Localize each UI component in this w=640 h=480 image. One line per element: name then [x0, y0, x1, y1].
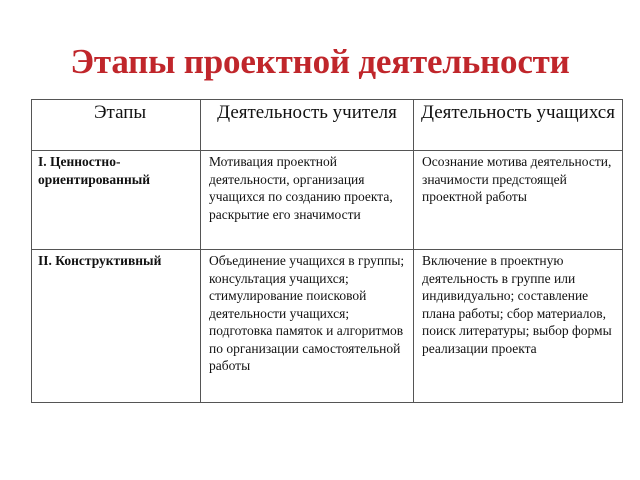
teacher-activity-cell: Объединение учащихся в группы; консультация учащихся; стимулирование поисковой деятельности учащихся; подготовка памяток и алгоритмов по организации самостоятельной работы	[201, 250, 414, 403]
stage-cell: I. Ценностно-ориентированный	[32, 151, 201, 250]
header-stages: Этапы	[32, 100, 201, 151]
students-activity-cell: Осознание мотива деятельности, значимости предстоящей проектной работы	[414, 151, 623, 250]
page-title: Этапы проектной деятельности	[70, 42, 570, 81]
students-activity-cell: Включение в проектную деятельность в группе или индивидуально; составление плана работы; сбор материалов, поиск литературы; выбор формы реализации проекта	[414, 250, 623, 403]
stage-cell: II. Конструктивный	[32, 250, 201, 403]
teacher-activity-cell: Мотивация проектной деятельности, организация учащихся по созданию проекта, раскрытие его значимости	[201, 151, 414, 250]
table-row	[32, 151, 623, 250]
table-header-row	[32, 100, 623, 151]
header-teacher-activity: Деятельность учителя	[201, 100, 414, 151]
table-row	[32, 250, 623, 403]
stages-table	[31, 99, 623, 403]
header-students-activity: Деятельность учащихся	[414, 100, 623, 151]
